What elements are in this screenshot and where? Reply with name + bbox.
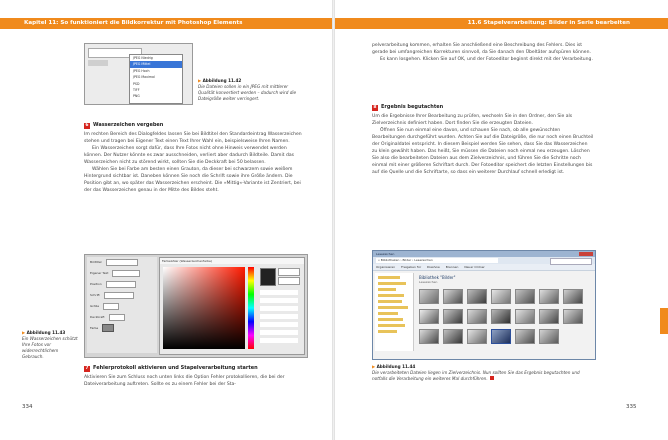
figure-caption-text: Ein Wasserzeichen schützt Ihre Fotos vor widerrechtlichem Gebrauch. [22, 336, 78, 360]
figure-label: Abbildung 11.42 [202, 78, 242, 83]
image-thumbnail [419, 309, 439, 324]
toolbar-item: Organisieren [376, 265, 396, 269]
field-label: Eigener Text [90, 271, 109, 275]
image-thumbnail [539, 309, 559, 324]
image-thumbnail [491, 309, 511, 324]
explorer-window-screenshot [372, 250, 596, 360]
picker-values [260, 290, 298, 344]
body-text [84, 374, 306, 388]
figure-caption-text: Die verarbeiteten Dateien liegen im Zielverzeichnis. Nun sollten Sie das Ergebnis begutachten und notfalls die Verarbeitung ein weiteres Mal durchführen. [372, 370, 580, 382]
image-thumbnail [515, 289, 535, 304]
nav-item [378, 306, 408, 309]
color-preview [260, 268, 276, 286]
toolbar-item: Diashow [427, 265, 440, 269]
image-thumbnail-selected [491, 329, 511, 344]
section-heading [84, 365, 306, 372]
body-text [372, 113, 594, 176]
caption-arrow-icon: ▶ [372, 364, 377, 369]
figure-label: Abbildung 11.44 [376, 364, 416, 369]
figure-caption [22, 330, 80, 360]
paragraph: Im rechten Bereich des Dialogfeldes lassen Sie bei Bildtitel den Standardeintrag Wasserzeichen stehen und tragen bei Eigener Text einen Text Ihrer Wahl ein, beispielsweise Ihren Namen. [84, 132, 302, 145]
thumbnail-grid [419, 289, 591, 351]
library-title: Bibliothek "Bilder" [419, 275, 456, 280]
figure-caption [372, 364, 594, 382]
image-thumbnail [515, 309, 535, 324]
field-label: Farbe [90, 326, 99, 330]
nav-item [378, 294, 404, 297]
nav-item [378, 288, 396, 291]
field-row [87, 312, 157, 323]
breadcrumb: « Bibliotheken › Bilder › Lesezeichen [376, 258, 498, 263]
library-subtitle: Lesezeichen [419, 280, 438, 284]
image-thumbnail [467, 309, 487, 324]
field-box [109, 314, 125, 321]
field-label: Größe [90, 304, 100, 308]
field-row [87, 323, 157, 334]
window-controls [579, 252, 593, 256]
field-box [106, 259, 138, 266]
step-number: 7 [85, 366, 89, 371]
field-row [87, 301, 157, 312]
end-of-section-marker [490, 376, 494, 380]
nav-item [378, 312, 398, 315]
field-box [103, 303, 119, 310]
picker-title: Farbwähler (Wasserzeichenfarbe) [160, 258, 304, 264]
field-label: Bildtitel [90, 260, 102, 264]
field-row [87, 290, 157, 301]
menu-item: TIFF [133, 88, 140, 93]
chapter-thumb-tab [660, 308, 668, 334]
dropdown-row [88, 60, 108, 66]
image-thumbnail [539, 329, 559, 344]
nav-item [378, 330, 397, 333]
field-label: Deckkraft [90, 315, 105, 319]
caption-arrow-icon: ▶ [198, 78, 203, 83]
field-box [112, 270, 140, 277]
menu-item: JPEG Niedrig [133, 56, 153, 60]
figure-caption [198, 78, 298, 102]
menu-item: JPEG Mittel [130, 61, 182, 67]
address-bar [373, 257, 595, 264]
section-title: Wasserzeichen vergeben [93, 122, 164, 128]
search-box [550, 258, 592, 265]
caption-arrow-icon: ▶ [22, 330, 27, 335]
section-heading [372, 104, 594, 111]
image-thumbnail [563, 309, 583, 324]
color-swatch [102, 324, 114, 332]
paragraph: Ein Wasserzeichen sorgt dafür, dass Ihre Fotos nicht ohne Hinweis verwendet werden können. Der Nutzer könnte es zwar ausschneiden, verliert aber dadurch Bildteile. Damit das Wasserzeichen nicht zu störend wirkt, sollten Sie die Deckkraft bei 50 belassen. [84, 146, 294, 166]
image-thumbnail [443, 329, 463, 344]
step-number: 8 [373, 105, 377, 110]
format-menu [129, 54, 183, 104]
figure-label: Abbildung 11.43 [26, 330, 66, 335]
menu-item: PSD [133, 81, 140, 86]
library-header [419, 275, 589, 285]
image-thumbnail [419, 329, 439, 344]
image-thumbnail [563, 289, 583, 304]
explorer-toolbar [373, 264, 595, 271]
menu-item: PNG [133, 94, 140, 99]
section-heading [84, 122, 306, 129]
step-number: 6 [85, 123, 89, 128]
paragraph: Um die Ergebnisse Ihrer Bearbeitung zu prüfen, wechseln Sie in den Ordner, den Sie als Zielverzeichnis definiert haben. Dort finden Sie die erzeugten Dateien. [372, 114, 573, 127]
section-title: Fehlerprotokoll aktivieren und Stapelverarbeitung starten [93, 365, 258, 371]
image-thumbnail [467, 289, 487, 304]
menu-item: JPEG Maximal [133, 75, 155, 80]
saturation-field [163, 267, 245, 349]
picker-buttons [278, 277, 300, 285]
image-thumbnail [443, 289, 463, 304]
image-thumbnail [491, 289, 511, 304]
watermark-dialog-screenshot [84, 254, 308, 358]
nav-item [378, 318, 403, 321]
color-picker-window [159, 257, 305, 355]
nav-item [378, 324, 405, 327]
field-row [87, 257, 157, 268]
hue-slider [248, 267, 254, 349]
window-title: Lesezeichen [376, 252, 395, 256]
paragraph: Aktivieren Sie zum Schluss noch unten links die Option Fehler protokollieren, die bei der Dateiverarbeitung auftreten. Sollte es zu einem Fehler bei der Sta- [84, 375, 285, 388]
field-box [104, 292, 134, 299]
field-row [87, 268, 157, 279]
image-thumbnail [419, 289, 439, 304]
field-row [87, 279, 157, 290]
field-label: Schrift [90, 293, 100, 297]
page-number: 334 [22, 404, 33, 410]
field-box [106, 281, 136, 288]
settings-panel [87, 257, 157, 353]
body-text [84, 131, 306, 194]
section-title: Ergebnis begutachten [381, 104, 444, 110]
body-text [372, 42, 594, 63]
toolbar-item: Neuer Ordner [464, 265, 485, 269]
nav-item [378, 282, 406, 285]
left-running-header: Kapitel 11: So funktioniert die Bildkorrektur mit Photoshop Elements [0, 18, 333, 29]
paragraph: Öffnen Sie nun einmal eine davon, und schauen Sie nach, ob alle gewünschten Bearbeitungen durchgeführt wurden. Achten Sie auf die Dateigröße, die nur noch einen Bruchteil der Originaldatei entspricht. In diesem Beispiel werden Sie sehen, dass Sie das Wasserzeichen zu klein gewählt haben. Das heißt, Sie müssen die Dateien noch einmal neu erzeugen. Löschen Sie also die bearbeiteten Dateien aus dem Zielverzeichnis, und führen Sie die Schritte noch einmal mit einer größeren Schriftart durch. Der Fotoeditor speichert die letzten Einstellungen bis auf die Quelle und die Schriftarte, so dass ein weiterer Durchlauf schnell erledigt ist. [372, 128, 594, 176]
paragraph: pelverarbeitung kommen, erhalten Sie anschließend eine Beschreibung des Fehlers. Dies ist gerade bei umfangreichen Korrekturen sinnvoll, da Sie danach den Übeltäter aufspüren können. [372, 43, 591, 56]
toolbar-item: Freigeben für [401, 265, 422, 269]
nav-item [378, 300, 402, 303]
field-label: Position [90, 282, 102, 286]
image-thumbnail [443, 309, 463, 324]
picker-buttons [278, 268, 300, 276]
nav-item [378, 276, 400, 279]
image-thumbnail [539, 289, 559, 304]
figure-caption-text: Die Dateien sollen in ein JPEG mit mittlerer Qualität konvertiert werden – dadurch wird die Dateigröße weiter verringert. [198, 84, 297, 102]
menu-item: JPEG Hoch [133, 68, 150, 73]
paragraph: Es kann losgehen. Klicken Sie auf OK, und der Fotoeditor beginnt direkt mit der Verarbeitung. [380, 57, 593, 63]
image-thumbnail [467, 329, 487, 344]
toolbar-item: Brennen [445, 265, 459, 269]
paragraph: Wählen Sie bei Farbe am besten einen Grauton, da dieser bei schwarzem sowie weißem Hintergrund sichtbar ist. Daneben können Sie noch die Schrift sowie ihre Größe ändern. Die Position gibt an, wo später das Wasserzeichen erscheint. Die »Mittig«-Variante ist Zentriert, bei der das Wasserzeichen genau in der Mitte des Bildes steht. [84, 167, 301, 194]
format-dropdown-screenshot [84, 43, 193, 105]
page-number: 335 [626, 404, 637, 410]
right-running-header: 11.6 Stapelverarbeitung: Bilder in Serie bearbeiten [335, 18, 668, 29]
image-thumbnail [515, 329, 535, 344]
navigation-pane [375, 273, 414, 351]
